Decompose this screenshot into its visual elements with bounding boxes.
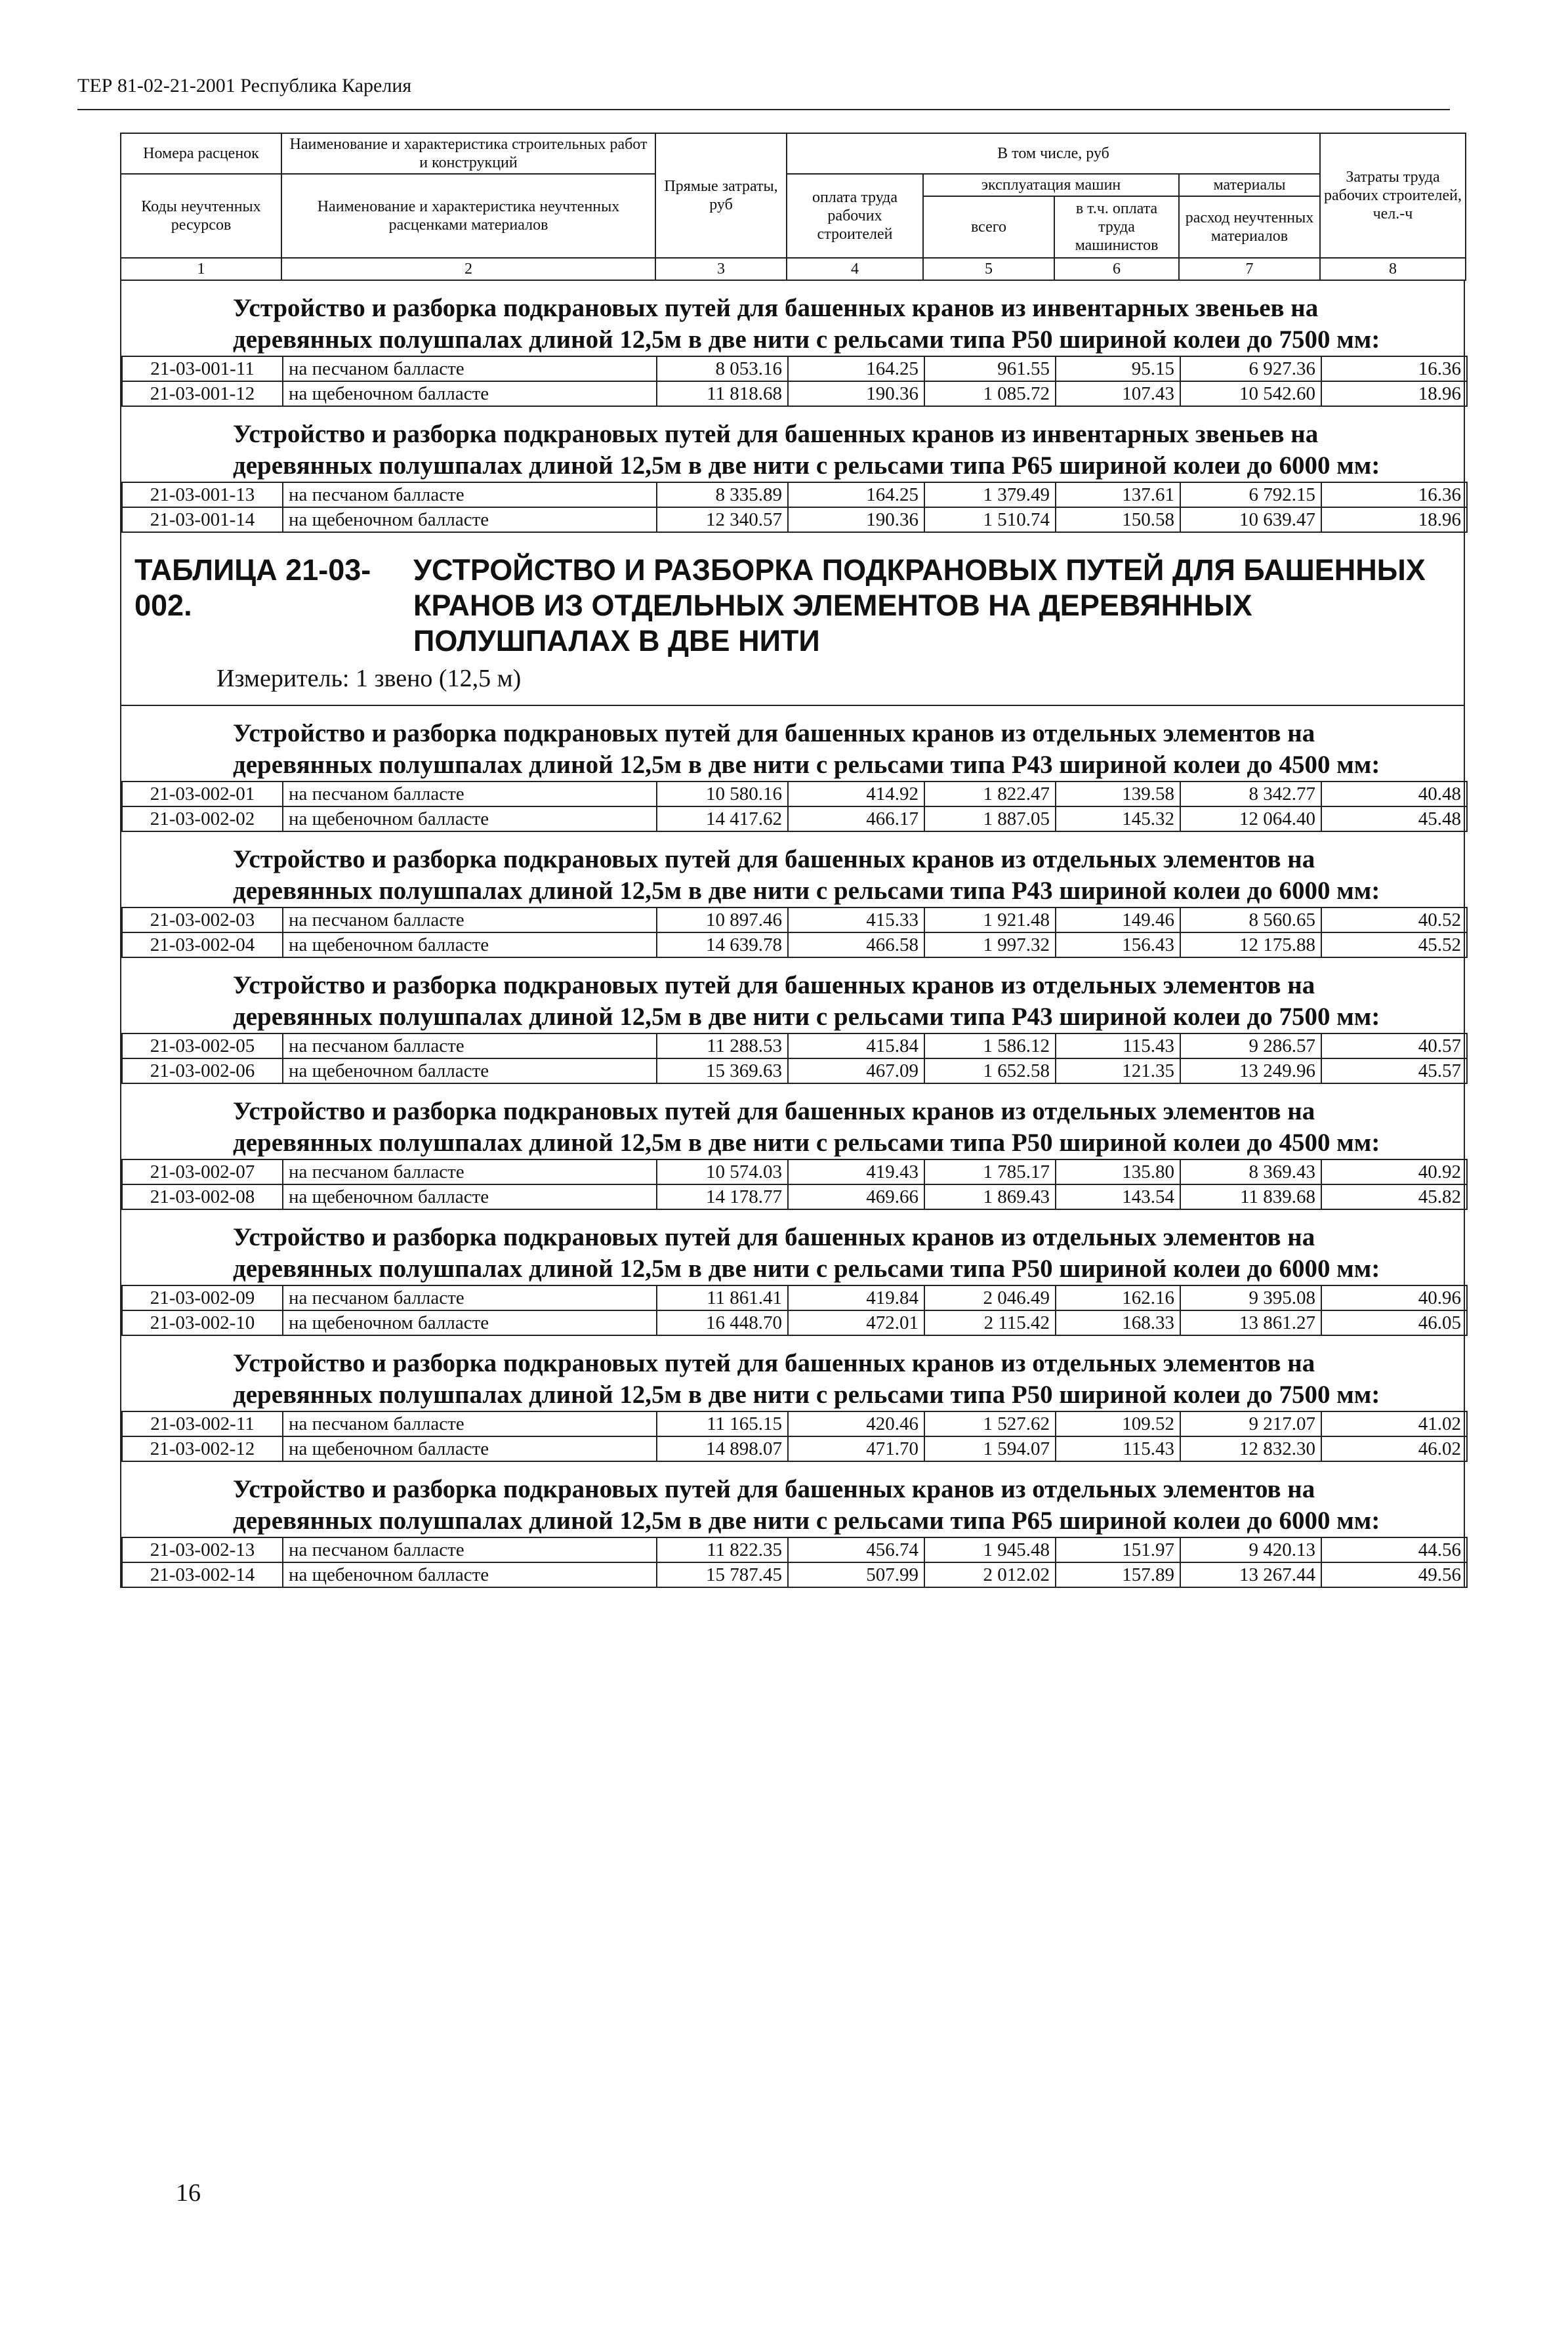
sections-table-002 — [121, 706, 1464, 1588]
rate-code-cell: 21-03-002-04 — [122, 932, 283, 957]
rate-code-cell: 21-03-002-06 — [122, 1058, 283, 1083]
column-number: 3 — [655, 258, 787, 280]
value-cell: 8 335.89 — [657, 482, 788, 507]
value-cell: 8 369.43 — [1180, 1159, 1321, 1184]
sections-table-001 — [121, 281, 1464, 533]
section-rows — [121, 482, 1468, 533]
table-row — [122, 507, 1467, 532]
work-name-cell: на песчаном балласте — [283, 1537, 657, 1562]
rate-code-cell: 21-03-002-05 — [122, 1033, 283, 1058]
value-cell: 1 945.48 — [924, 1537, 1056, 1562]
value-cell: 135.80 — [1056, 1159, 1180, 1184]
rate-code-cell: 21-03-002-07 — [122, 1159, 283, 1184]
value-cell: 45.57 — [1321, 1058, 1467, 1083]
value-cell: 10 897.46 — [657, 907, 788, 932]
table-row — [122, 482, 1467, 507]
value-cell: 1 887.05 — [924, 806, 1056, 831]
value-cell: 8 342.77 — [1180, 782, 1321, 806]
work-name-cell: на щебеночном балласте — [283, 1184, 657, 1209]
value-cell: 1 652.58 — [924, 1058, 1056, 1083]
value-cell: 14 898.07 — [657, 1436, 788, 1461]
value-cell: 15 369.63 — [657, 1058, 788, 1083]
value-cell: 8 560.65 — [1180, 907, 1321, 932]
section-rows — [121, 1285, 1468, 1336]
value-cell: 115.43 — [1056, 1033, 1180, 1058]
value-cell: 45.48 — [1321, 806, 1467, 831]
section-title: Устройство и разборка подкрановых путей для башенных кранов из отдельных элементов на деревянных полушпалах длиной 12,5м в две нити с рельсами типа Р65 шириной колеи до 6000 мм: — [233, 1475, 1380, 1535]
col-name-header: Наименование и характеристика строительных работ и конструкций — [281, 133, 655, 174]
value-cell: 139.58 — [1056, 782, 1180, 806]
section-rows — [121, 1411, 1468, 1462]
section-title: Устройство и разборка подкрановых путей для башенных кранов из отдельных элементов на деревянных полушпалах длиной 12,5м в две нити с рельсами типа Р50 шириной колеи до 4500 мм: — [233, 1097, 1380, 1157]
table-title — [121, 533, 1464, 659]
value-cell: 18.96 — [1321, 381, 1467, 406]
section-rows — [121, 907, 1468, 958]
value-cell: 11 288.53 — [657, 1033, 788, 1058]
work-name-cell: на песчаном балласте — [283, 1285, 657, 1310]
value-cell: 40.57 — [1321, 1033, 1467, 1058]
value-cell: 1 594.07 — [924, 1436, 1056, 1461]
value-cell: 10 639.47 — [1180, 507, 1321, 532]
value-cell: 49.56 — [1321, 1562, 1467, 1587]
column-number: 4 — [787, 258, 923, 280]
value-cell: 2 012.02 — [924, 1562, 1056, 1587]
rate-code-cell: 21-03-002-12 — [122, 1436, 283, 1461]
value-cell: 471.70 — [788, 1436, 924, 1461]
value-cell: 9 420.13 — [1180, 1537, 1321, 1562]
value-cell: 115.43 — [1056, 1436, 1180, 1461]
work-name-cell: на песчаном балласте — [283, 482, 657, 507]
value-cell: 164.25 — [788, 482, 924, 507]
rate-code-cell: 21-03-001-11 — [122, 356, 283, 381]
value-cell: 190.36 — [788, 381, 924, 406]
col-labor-hours-header: Затраты труда рабочих строителей, чел.-ч — [1320, 133, 1466, 258]
value-cell: 16.36 — [1321, 356, 1467, 381]
value-cell: 456.74 — [788, 1537, 924, 1562]
value-cell: 41.02 — [1321, 1411, 1467, 1436]
value-cell: 8 053.16 — [657, 356, 788, 381]
table-row — [122, 1033, 1467, 1058]
table-body — [120, 281, 1465, 1588]
section-title: Устройство и разборка подкрановых путей для башенных кранов из отдельных элементов на деревянных полушпалах длиной 12,5м в две нити с рельсами типа Р43 шириной колеи до 6000 мм: — [233, 845, 1380, 905]
value-cell: 40.92 — [1321, 1159, 1467, 1184]
value-cell: 149.46 — [1056, 907, 1180, 932]
value-cell: 95.15 — [1056, 356, 1180, 381]
table-row — [122, 932, 1467, 957]
value-cell: 419.84 — [788, 1285, 924, 1310]
value-cell: 121.35 — [1056, 1058, 1180, 1083]
value-cell: 1 527.62 — [924, 1411, 1056, 1436]
table-label: ТАБЛИЦА 21-03-002. — [134, 553, 371, 622]
col-materials-header: материалы — [1179, 174, 1320, 196]
work-name-cell: на песчаном балласте — [283, 1033, 657, 1058]
value-cell: 1 586.12 — [924, 1033, 1056, 1058]
value-cell: 164.25 — [788, 356, 924, 381]
table-row — [122, 1058, 1467, 1083]
rate-code-cell: 21-03-002-01 — [122, 782, 283, 806]
price-table — [120, 133, 1465, 1588]
table-row — [122, 1310, 1467, 1335]
table-title-text: УСТРОЙСТВО И РАЗБОРКА ПОДКРАНОВЫХ ПУТЕЙ ДЛЯ БАШЕННЫХ КРАНОВ ИЗ ОТДЕЛЬНЫХ ЭЛЕМЕНТОВ НА ДЕРЕВЯННЫХ ПОЛУШПАЛАХ В ДВЕ НИТИ — [413, 553, 1426, 657]
value-cell: 420.46 — [788, 1411, 924, 1436]
value-cell: 13 861.27 — [1180, 1310, 1321, 1335]
value-cell: 12 832.30 — [1180, 1436, 1321, 1461]
value-cell: 40.52 — [1321, 907, 1467, 932]
value-cell: 961.55 — [924, 356, 1056, 381]
work-name-cell: на щебеночном балласте — [283, 1562, 657, 1587]
value-cell: 467.09 — [788, 1058, 924, 1083]
value-cell: 157.89 — [1056, 1562, 1180, 1587]
work-name-cell: на песчаном балласте — [283, 907, 657, 932]
rate-code-cell: 21-03-002-03 — [122, 907, 283, 932]
rate-code-cell: 21-03-002-11 — [122, 1411, 283, 1436]
col-direct-costs-header: Прямые затраты, руб — [655, 133, 787, 258]
table-row — [122, 1411, 1467, 1436]
value-cell: 1 085.72 — [924, 381, 1056, 406]
col-machinist-wages-header: в т.ч. оплата труда машинистов — [1054, 196, 1179, 258]
value-cell: 40.96 — [1321, 1285, 1467, 1310]
table-row — [122, 1562, 1467, 1587]
value-cell: 14 178.77 — [657, 1184, 788, 1209]
rate-code-cell: 21-03-001-13 — [122, 482, 283, 507]
value-cell: 10 574.03 — [657, 1159, 788, 1184]
value-cell: 414.92 — [788, 782, 924, 806]
value-cell: 40.48 — [1321, 782, 1467, 806]
table-row — [122, 381, 1467, 406]
section-title: Устройство и разборка подкрановых путей для башенных кранов из отдельных элементов на деревянных полушпалах длиной 12,5м в две нити с рельсами типа Р43 шириной колеи до 4500 мм: — [233, 719, 1380, 779]
table-row — [122, 1436, 1467, 1461]
value-cell: 469.66 — [788, 1184, 924, 1209]
work-name-cell: на песчаном балласте — [283, 356, 657, 381]
rate-code-cell: 21-03-002-08 — [122, 1184, 283, 1209]
column-number: 5 — [923, 258, 1054, 280]
value-cell: 11 822.35 — [657, 1537, 788, 1562]
value-cell: 10 580.16 — [657, 782, 788, 806]
value-cell: 1 997.32 — [924, 932, 1056, 957]
value-cell: 415.33 — [788, 907, 924, 932]
value-cell: 16.36 — [1321, 482, 1467, 507]
column-number: 7 — [1179, 258, 1320, 280]
value-cell: 46.05 — [1321, 1310, 1467, 1335]
table-row — [122, 907, 1467, 932]
value-cell: 44.56 — [1321, 1537, 1467, 1562]
col-machines-total-header: всего — [923, 196, 1054, 258]
col-wages-header: оплата труда рабочих строителей — [787, 174, 923, 258]
value-cell: 12 064.40 — [1180, 806, 1321, 831]
col-codes-header: Номера расценок — [121, 133, 281, 174]
value-cell: 143.54 — [1056, 1184, 1180, 1209]
value-cell: 2 115.42 — [924, 1310, 1056, 1335]
value-cell: 18.96 — [1321, 507, 1467, 532]
value-cell: 150.58 — [1056, 507, 1180, 532]
work-name-cell: на щебеночном балласте — [283, 806, 657, 831]
value-cell: 1 869.43 — [924, 1184, 1056, 1209]
value-cell: 9 286.57 — [1180, 1033, 1321, 1058]
value-cell: 15 787.45 — [657, 1562, 788, 1587]
value-cell: 11 861.41 — [657, 1285, 788, 1310]
value-cell: 12 340.57 — [657, 507, 788, 532]
column-number: 8 — [1320, 258, 1466, 280]
work-name-cell: на щебеночном балласте — [283, 932, 657, 957]
col-resource-codes-header: Коды неучтенных ресурсов — [121, 174, 281, 258]
value-cell: 419.43 — [788, 1159, 924, 1184]
column-number: 1 — [121, 258, 281, 280]
rate-code-cell: 21-03-002-10 — [122, 1310, 283, 1335]
rate-code-cell: 21-03-001-12 — [122, 381, 283, 406]
value-cell: 11 165.15 — [657, 1411, 788, 1436]
table-row — [122, 1159, 1467, 1184]
column-number: 2 — [281, 258, 655, 280]
value-cell: 415.84 — [788, 1033, 924, 1058]
table-row — [122, 1537, 1467, 1562]
section-rows — [121, 1033, 1468, 1084]
value-cell: 14 417.62 — [657, 806, 788, 831]
value-cell: 1 822.47 — [924, 782, 1056, 806]
section-rows — [121, 356, 1468, 407]
value-cell: 12 175.88 — [1180, 932, 1321, 957]
value-cell: 168.33 — [1056, 1310, 1180, 1335]
work-name-cell: на песчаном балласте — [283, 1159, 657, 1184]
table-row — [122, 1184, 1467, 1209]
table-row — [122, 782, 1467, 806]
value-cell: 2 046.49 — [924, 1285, 1056, 1310]
work-name-cell: на песчаном балласте — [283, 1411, 657, 1436]
value-cell: 6 792.15 — [1180, 482, 1321, 507]
section-rows — [121, 781, 1468, 832]
value-cell: 9 395.08 — [1180, 1285, 1321, 1310]
col-materials-name-header: Наименование и характеристика неучтенных расценками материалов — [281, 174, 655, 258]
rate-code-cell: 21-03-002-14 — [122, 1562, 283, 1587]
value-cell: 107.43 — [1056, 381, 1180, 406]
header-rule — [77, 109, 1450, 110]
document-header: ТЕР 81-02-21-2001 Республика Карелия — [77, 75, 412, 96]
col-machines-header: эксплуатация машин — [923, 174, 1179, 196]
value-cell: 151.97 — [1056, 1537, 1180, 1562]
section-title: Устройство и разборка подкрановых путей для башенных кранов из инвентарных звеньев на деревянных полушпалах длиной 12,5м в две нити с рельсами типа Р65 шириной колеи до 6000 мм: — [233, 420, 1380, 480]
value-cell: 10 542.60 — [1180, 381, 1321, 406]
value-cell: 162.16 — [1056, 1285, 1180, 1310]
value-cell: 190.36 — [788, 507, 924, 532]
value-cell: 1 510.74 — [924, 507, 1056, 532]
column-number: 6 — [1054, 258, 1179, 280]
table-row — [122, 356, 1467, 381]
rate-code-cell: 21-03-002-13 — [122, 1537, 283, 1562]
value-cell: 16 448.70 — [657, 1310, 788, 1335]
table-row — [122, 1285, 1467, 1310]
value-cell: 1 379.49 — [924, 482, 1056, 507]
value-cell: 45.52 — [1321, 932, 1467, 957]
value-cell: 466.58 — [788, 932, 924, 957]
value-cell: 472.01 — [788, 1310, 924, 1335]
rate-code-cell: 21-03-001-14 — [122, 507, 283, 532]
work-name-cell: на щебеночном балласте — [283, 1310, 657, 1335]
value-cell: 9 217.07 — [1180, 1411, 1321, 1436]
section-title: Устройство и разборка подкрановых путей для башенных кранов из отдельных элементов на деревянных полушпалах длиной 12,5м в две нити с рельсами типа Р50 шириной колеи до 7500 мм: — [233, 1349, 1380, 1409]
value-cell: 11 818.68 — [657, 381, 788, 406]
work-name-cell: на песчаном балласте — [283, 782, 657, 806]
value-cell: 466.17 — [788, 806, 924, 831]
value-cell: 46.02 — [1321, 1436, 1467, 1461]
value-cell: 109.52 — [1056, 1411, 1180, 1436]
page-number: 16 — [176, 2179, 201, 2207]
value-cell: 14 639.78 — [657, 932, 788, 957]
work-name-cell: на щебеночном балласте — [283, 1436, 657, 1461]
table-header — [120, 133, 1466, 281]
value-cell: 1 921.48 — [924, 907, 1056, 932]
measure-unit: Измеритель: 1 звено (12,5 м) — [121, 659, 1464, 706]
value-cell: 13 267.44 — [1180, 1562, 1321, 1587]
rate-code-cell: 21-03-002-09 — [122, 1285, 283, 1310]
work-name-cell: на щебеночном балласте — [283, 1058, 657, 1083]
work-name-cell: на щебеночном балласте — [283, 507, 657, 532]
column-numbers-row — [121, 258, 1466, 280]
value-cell: 13 249.96 — [1180, 1058, 1321, 1083]
col-material-usage-header: расход неучтенных материалов — [1179, 196, 1320, 258]
value-cell: 156.43 — [1056, 932, 1180, 957]
section-rows — [121, 1159, 1468, 1210]
work-name-cell: на щебеночном балласте — [283, 381, 657, 406]
value-cell: 507.99 — [788, 1562, 924, 1587]
section-title: Устройство и разборка подкрановых путей для башенных кранов из отдельных элементов на деревянных полушпалах длиной 12,5м в две нити с рельсами типа Р43 шириной колеи до 7500 мм: — [233, 971, 1380, 1031]
section-title: Устройство и разборка подкрановых путей для башенных кранов из отдельных элементов на деревянных полушпалах длиной 12,5м в две нити с рельсами типа Р50 шириной колеи до 6000 мм: — [233, 1223, 1380, 1283]
value-cell: 6 927.36 — [1180, 356, 1321, 381]
value-cell: 137.61 — [1056, 482, 1180, 507]
value-cell: 11 839.68 — [1180, 1184, 1321, 1209]
value-cell: 145.32 — [1056, 806, 1180, 831]
rate-code-cell: 21-03-002-02 — [122, 806, 283, 831]
value-cell: 45.82 — [1321, 1184, 1467, 1209]
table-row — [122, 806, 1467, 831]
col-group-header: В том числе, руб — [787, 133, 1320, 174]
section-title: Устройство и разборка подкрановых путей для башенных кранов из инвентарных звеньев на деревянных полушпалах длиной 12,5м в две нити с рельсами типа Р50 шириной колеи до 7500 мм: — [233, 294, 1380, 354]
section-rows — [121, 1537, 1468, 1588]
value-cell: 1 785.17 — [924, 1159, 1056, 1184]
